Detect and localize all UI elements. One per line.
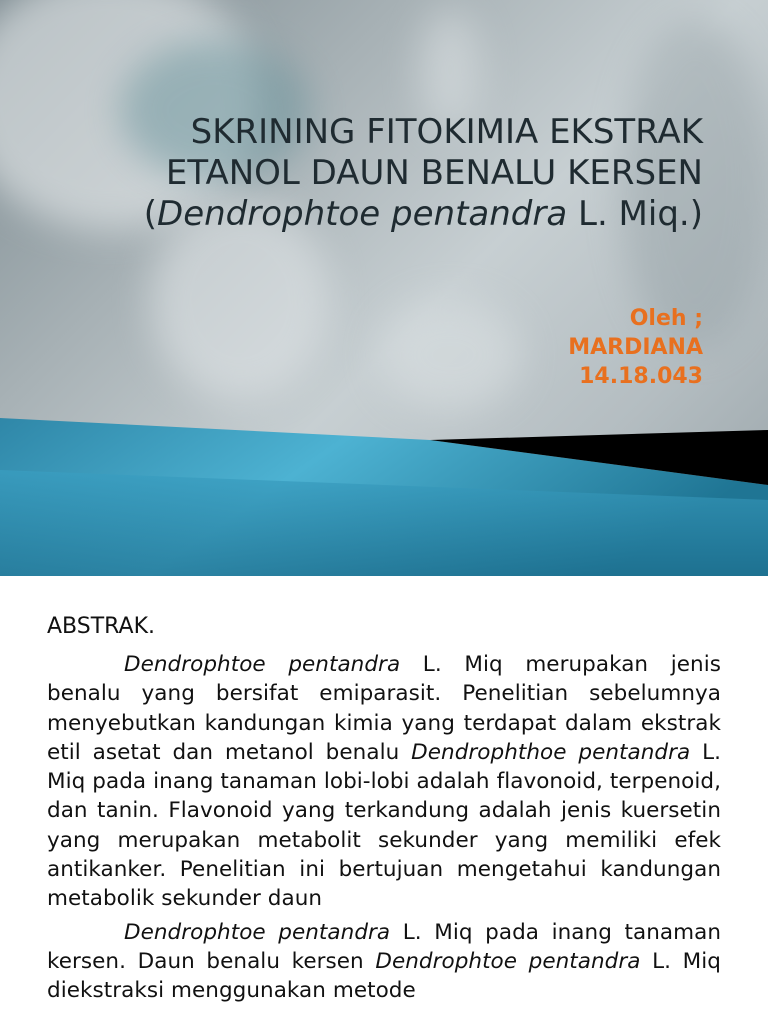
paragraph-text: L. Miq diekstraksi menggunakan metode	[47, 948, 721, 1004]
species-name: Dendrophthoe pentandra	[411, 739, 691, 765]
author-label: Oleh ;	[629, 306, 703, 331]
abstract-paragraph-1	[47, 650, 721, 914]
abstract-paragraph-2	[47, 918, 721, 1006]
slide-title	[60, 112, 703, 235]
abstract-section	[47, 612, 721, 1006]
paragraph-text: L. Miq merupakan jenis benalu yang bersifat emiparasit. Penelitian sebelumnya menyebutkan kandungan kimia yang terdapat dalam ekstrak etil asetat dan metanol benalu	[47, 652, 721, 765]
paragraph-text: L. Miq pada inang tanaman kersen. Daun benalu kersen	[47, 919, 721, 974]
species-name: Dendrophtoe pentandra	[124, 652, 401, 677]
title-line-2: ETANOL DAUN BENALU KERSEN	[165, 153, 703, 193]
author-name: MARDIANA	[568, 335, 703, 360]
species-name: Dendrophtoe pentandra	[124, 919, 391, 945]
author-id: 14.18.043	[579, 364, 703, 389]
author-block	[568, 304, 703, 391]
title-species: Dendrophtoe pentandra	[157, 194, 568, 234]
abstract-heading: ABSTRAK.	[47, 614, 156, 639]
paragraph-text: L. Miq pada inang tanaman lobi-lobi adalah flavonoid, terpenoid, dan tanin. Flavonoid yang terkandung adalah jenis kuersetin yang merupakan metabolit sekunder yang memiliki efek antikanker. Penelitian ini bertujuan mengetahui kandungan metabolik sekunder daun	[47, 739, 721, 912]
title-paren: (	[143, 194, 158, 234]
title-suffix: L. Miq.)	[567, 194, 703, 234]
species-name: Dendrophtoe pentandra	[375, 948, 641, 974]
title-line-3	[60, 194, 703, 235]
title-line-1: SKRINING FITOKIMIA EKSTRAK	[190, 112, 703, 152]
